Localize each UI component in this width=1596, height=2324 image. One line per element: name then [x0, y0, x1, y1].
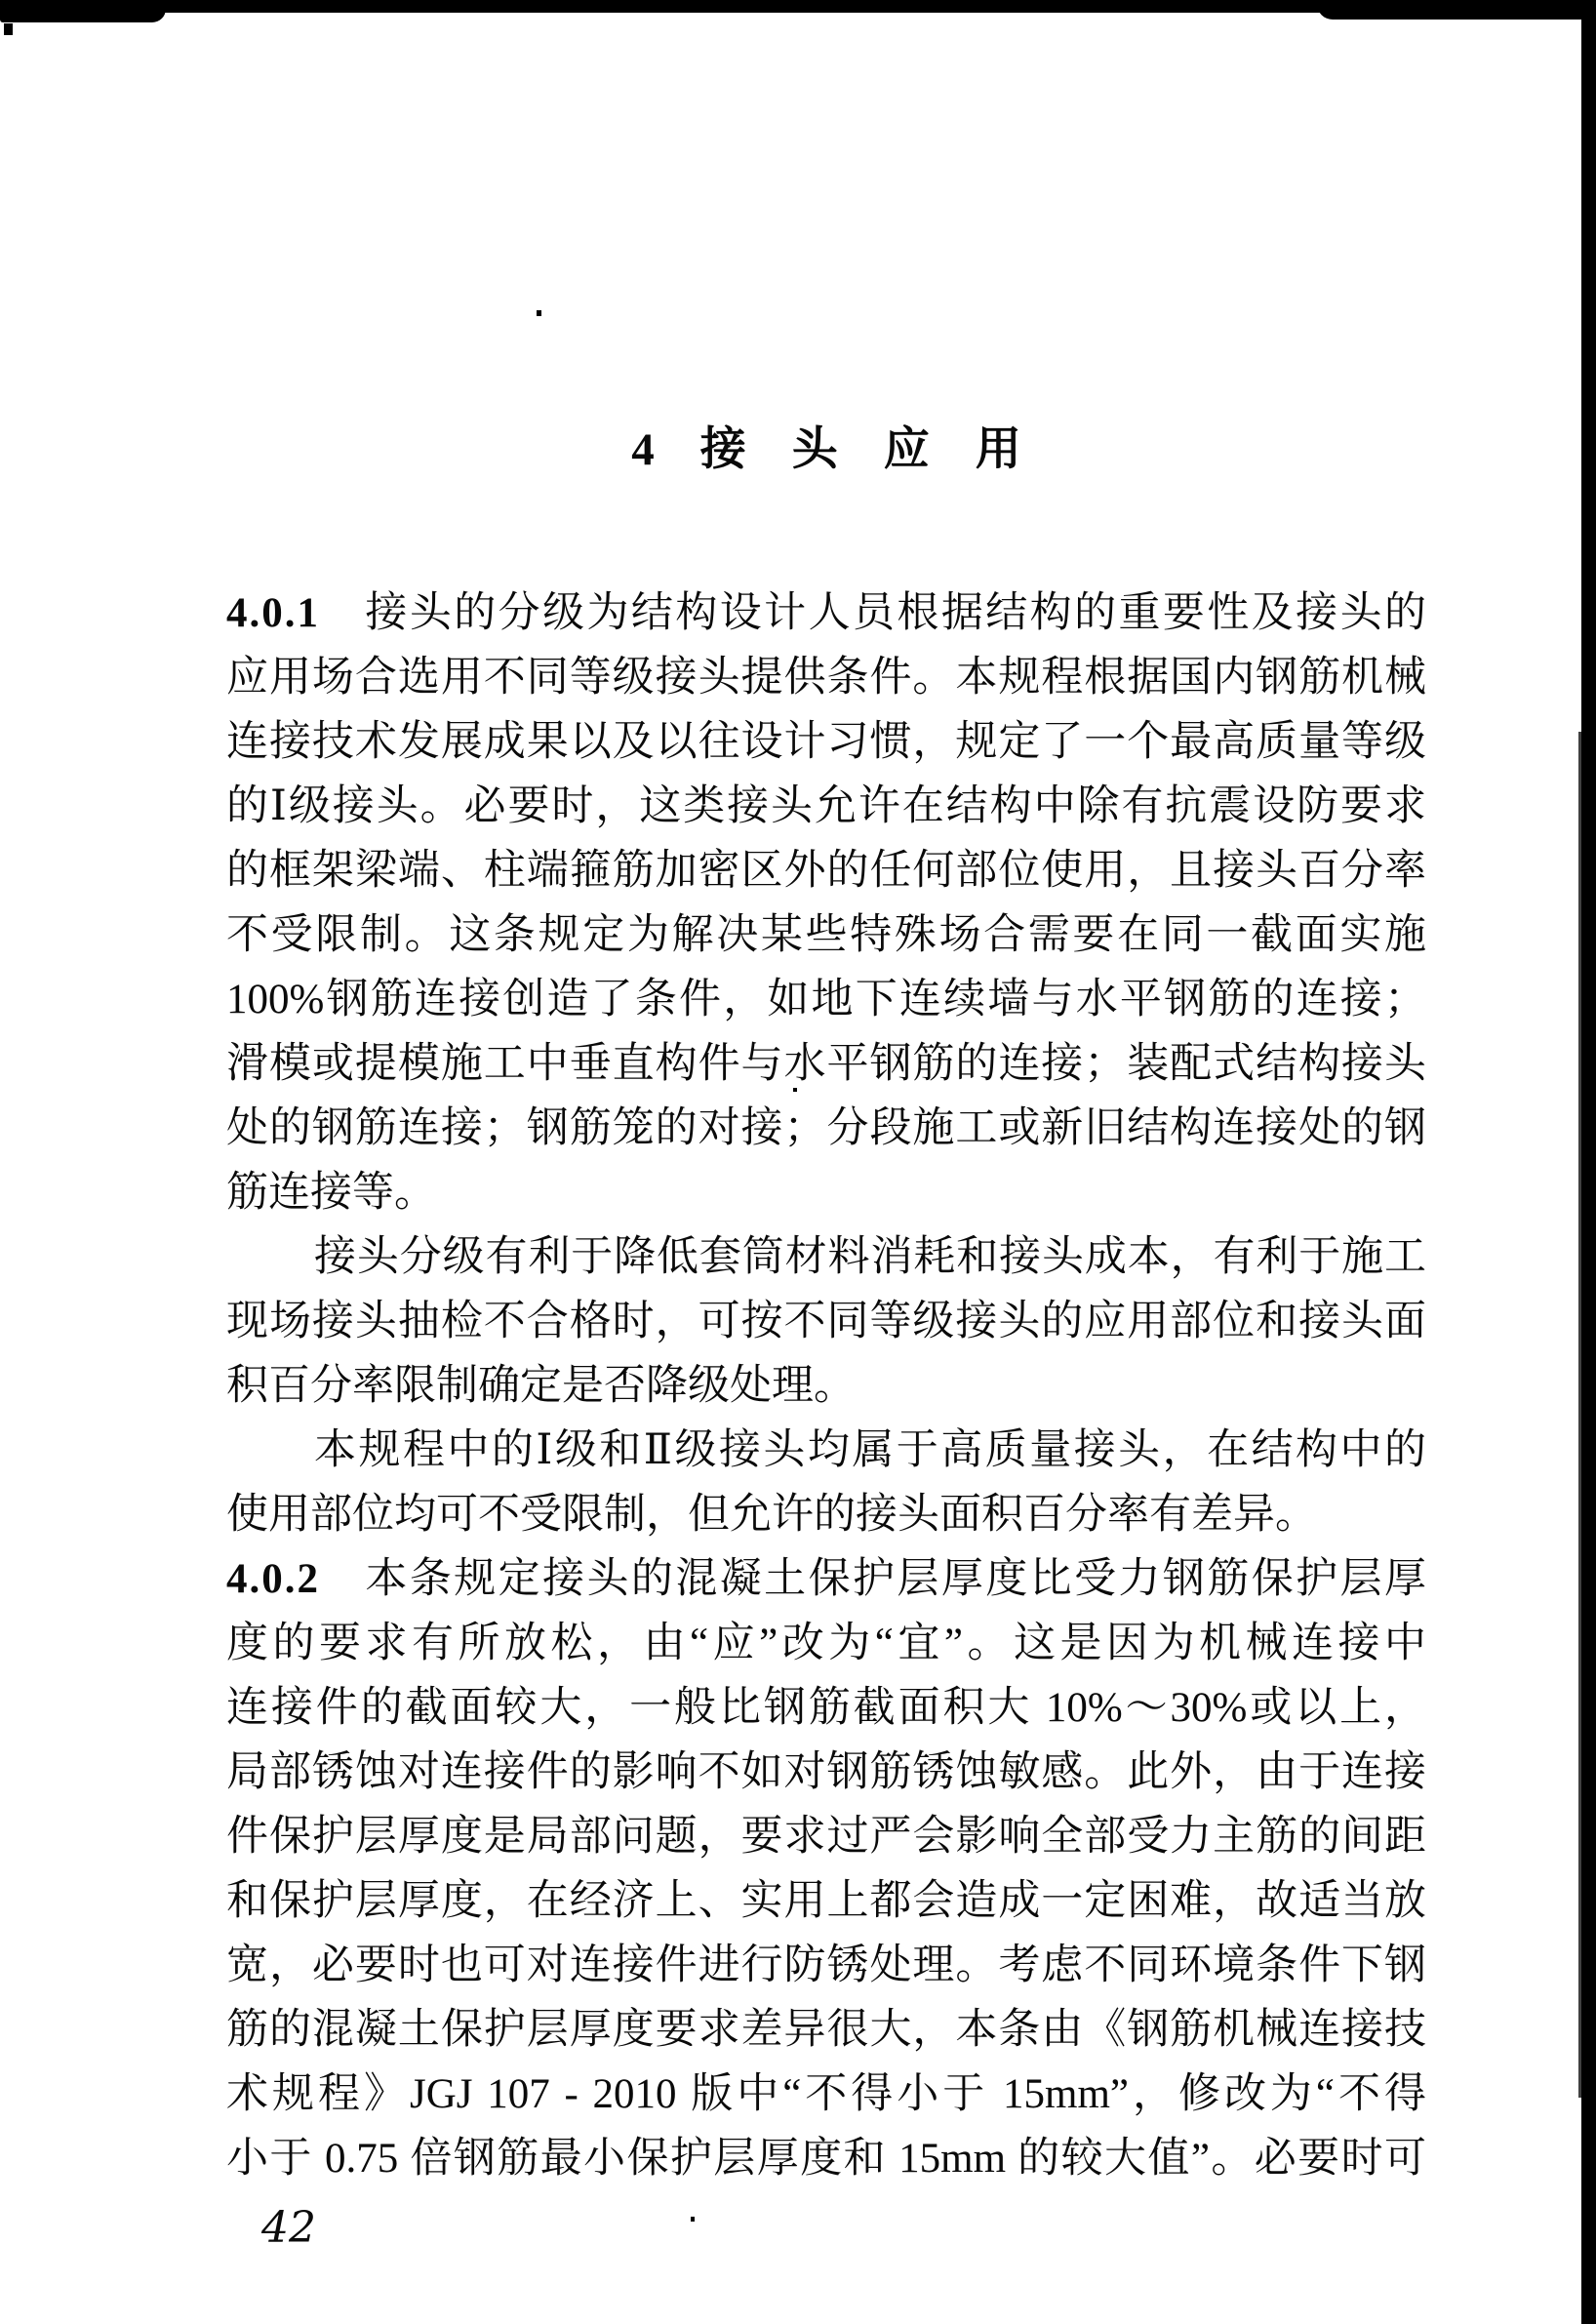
- line-text: 使用部位均可不受限制，但允许的接头面积百分率有差异。: [226, 1492, 1317, 1538]
- text-line: [226, 1741, 1426, 1805]
- text-line: [226, 1290, 1426, 1354]
- line-text: 接头分级有利于降低套筒材料消耗和接头成本，有利于施工: [314, 1234, 1426, 1280]
- text-line: [226, 646, 1426, 710]
- line-text: 和保护层厚度，在经济上、实用上都会造成一定困难，故适当放: [226, 1878, 1426, 1924]
- line-text: 术规程》JGJ 107 - 2010 版中“不得小于 15mm”，修改为“不得: [226, 2071, 1426, 2117]
- line-text: 件保护层厚度是局部问题，要求过严会影响全部受力主筋的间距: [226, 1814, 1426, 1860]
- text-line: [226, 839, 1426, 903]
- scan-speck: [691, 2217, 695, 2222]
- text-line: [226, 1419, 1426, 1483]
- scan-artifact-top-right: [1317, 0, 1596, 20]
- line-text: 筋的混凝土保护层厚度要求差异很大，本条由《钢筋机械连接技: [226, 2007, 1426, 2053]
- text-line: [226, 1161, 1426, 1225]
- text-line: [226, 1354, 1426, 1419]
- scan-speck: [4, 23, 13, 35]
- line-text: 应用场合选用不同等级接头提供条件。本规程根据国内钢筋机械: [226, 655, 1426, 701]
- chapter-title: 4 接 头 应 用: [631, 424, 1021, 475]
- line-text: 不受限制。这条规定为解决某些特殊场合需要在同一截面实施: [226, 912, 1426, 958]
- text-line: [226, 968, 1426, 1032]
- line-text: 滑模或提模施工中垂直构件与水平钢筋的连接；装配式结构接头: [226, 1041, 1426, 1087]
- text-line: [226, 1097, 1426, 1161]
- text-line: [226, 1225, 1426, 1290]
- line-text: 的Ⅰ级接头。必要时，这类接头允许在结构中除有抗震设防要求: [226, 783, 1426, 829]
- text-line: [226, 1483, 1426, 1547]
- line-text: 现场接头抽检不合格时，可按不同等级接头的应用部位和接头面: [226, 1299, 1426, 1344]
- line-text: 处的钢筋连接；钢筋笼的对接；分段施工或新旧结构连接处的钢: [226, 1105, 1426, 1151]
- line-text: 小于 0.75 倍钢筋最小保护层厚度和 15mm 的较大值”。必要时可: [226, 2136, 1426, 2182]
- clause-number: 4.0.1: [226, 590, 320, 636]
- line-text: 的框架梁端、柱端箍筋加密区外的任何部位使用，且接头百分率: [226, 848, 1426, 894]
- text-line: [226, 581, 1426, 646]
- line-text: 接头的分级为结构设计人员根据结构的重要性及接头的: [363, 590, 1426, 636]
- page-number: 42: [261, 2203, 316, 2253]
- line-text: 积百分率限制确定是否降级处理。: [226, 1363, 856, 1409]
- text-line: [226, 1998, 1426, 2063]
- line-text: 本规程中的Ⅰ级和Ⅱ级接头均属于高质量接头，在结构中的: [314, 1427, 1426, 1473]
- scan-speck: [537, 310, 541, 316]
- text-line: [226, 1032, 1426, 1097]
- text-line: [226, 775, 1426, 839]
- text-line: [226, 1869, 1426, 1934]
- text-line: [226, 710, 1426, 775]
- text-line: [226, 1805, 1426, 1869]
- line-text: 宽，必要时也可对连接件进行防锈处理。考虑不同环境条件下钢: [226, 1943, 1426, 1988]
- line-text: 连接技术发展成果以及以往设计习惯，规定了一个最高质量等级: [226, 719, 1426, 765]
- line-text: 100%钢筋连接创造了条件，如地下连续墙与水平钢筋的连接；: [226, 977, 1426, 1022]
- line-text: 本条规定接头的混凝土保护层厚度比受力钢筋保护层厚: [363, 1556, 1426, 1602]
- text-line: [226, 1676, 1426, 1741]
- scan-artifact-right-bar: [1581, 0, 1596, 2324]
- text-line: [226, 1612, 1426, 1676]
- text-line: [226, 1934, 1426, 1998]
- line-text: 度的要求有所放松，由“应”改为“宜”。这是因为机械连接中: [226, 1621, 1426, 1666]
- body-text: [226, 581, 1426, 2191]
- text-line: [226, 2063, 1426, 2127]
- text-line: [226, 903, 1426, 968]
- scan-artifact-top-left: [0, 0, 166, 22]
- line-text: 局部锈蚀对连接件的影响不如对钢筋锈蚀敏感。此外，由于连接: [226, 1749, 1426, 1795]
- line-text: 筋连接等。: [226, 1170, 436, 1216]
- text-line: [226, 2127, 1426, 2191]
- clause-number: 4.0.2: [226, 1556, 320, 1602]
- text-line: [226, 1547, 1426, 1612]
- line-text: 连接件的截面较大，一般比钢筋截面积大 10%～30%或以上，: [226, 1685, 1426, 1731]
